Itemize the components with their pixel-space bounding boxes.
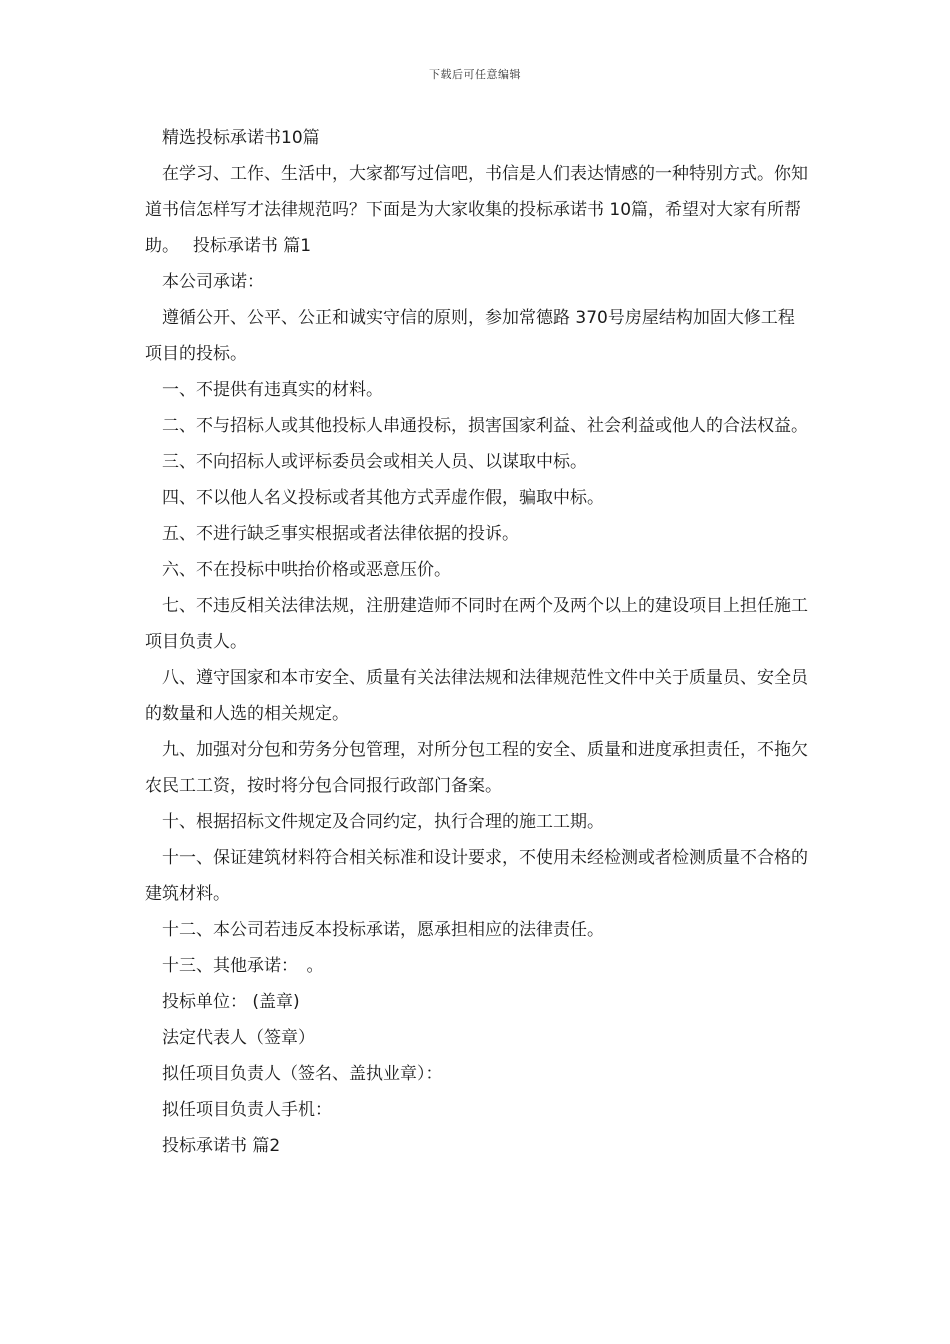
commitment-item-7: 七、不违反相关法律法规，注册建造师不同时在两个及两个以上的建设项目上担任施工项目负责人。 — [145, 596, 808, 652]
signature-project-lead-phone: 拟任项目负责人手机： — [162, 1100, 332, 1120]
document-title: 精选投标承诺书10篇 — [162, 128, 320, 148]
company-commitment-heading: 本公司承诺： — [162, 272, 264, 292]
commitment-item-2: 二、不与招标人或其他投标人串通投标，损害国家利益、社会利益或他人的合法权益。 — [162, 416, 808, 436]
commitment-item-4: 四、不以他人名义投标或者其他方式弄虚作假，骗取中标。 — [162, 488, 604, 508]
commitment-item-5: 五、不进行缺乏事实根据或者法律依据的投诉。 — [162, 524, 519, 544]
signature-project-lead: 拟任项目负责人（签名、盖执业章）： — [162, 1064, 443, 1084]
commitment-item-10: 十、根据招标文件规定及合同约定，执行合理的施工工期。 — [162, 812, 604, 832]
commitment-item-12: 十二、本公司若违反本投标承诺，愿承担相应的法律责任。 — [162, 920, 604, 940]
signature-bidder: 投标单位： (盖章) — [162, 992, 300, 1012]
commitment-item-9: 九、加强对分包和劳务分包管理，对所分包工程的安全、质量和进度承担责任，不拖欠农民工工资，按时将分包合同报行政部门备案。 — [145, 740, 808, 796]
principle-paragraph: 遵循公开、公平、公正和诚实守信的原则，参加常德路 370号房屋结构加固大修工程项目的投标。 — [145, 308, 795, 364]
commitment-item-1: 一、不提供有违真实的材料。 — [162, 380, 383, 400]
intro-paragraph: 在学习、工作、生活中，大家都写过信吧，书信是人们表达情感的一种特别方式。你知道书信怎样写才法律规范吗？下面是为大家收集的投标承诺书 10篇，希望对大家有所帮助。 投标承诺书 篇1 — [145, 164, 808, 256]
commitment-item-8: 八、遵守国家和本市安全、质量有关法律法规和法律规范性文件中关于质量员、安全员的数量和人选的相关规定。 — [145, 668, 808, 724]
commitment-item-13: 十三、其他承诺： 。 — [162, 956, 324, 976]
commitment-item-6: 六、不在投标中哄抬价格或恶意压价。 — [162, 560, 451, 580]
document-body — [145, 120, 810, 1164]
signature-legal-rep: 法定代表人（签章） — [162, 1028, 315, 1048]
commitment-item-11: 十一、保证建筑材料符合相关标准和设计要求，不使用未经检测或者检测质量不合格的建筑材料。 — [145, 848, 808, 904]
page-header: 下载后可任意编辑 — [429, 68, 521, 81]
commitment-item-3: 三、不向招标人或评标委员会或相关人员、以谋取中标。 — [162, 452, 587, 472]
next-section-heading: 投标承诺书 篇2 — [162, 1136, 281, 1156]
